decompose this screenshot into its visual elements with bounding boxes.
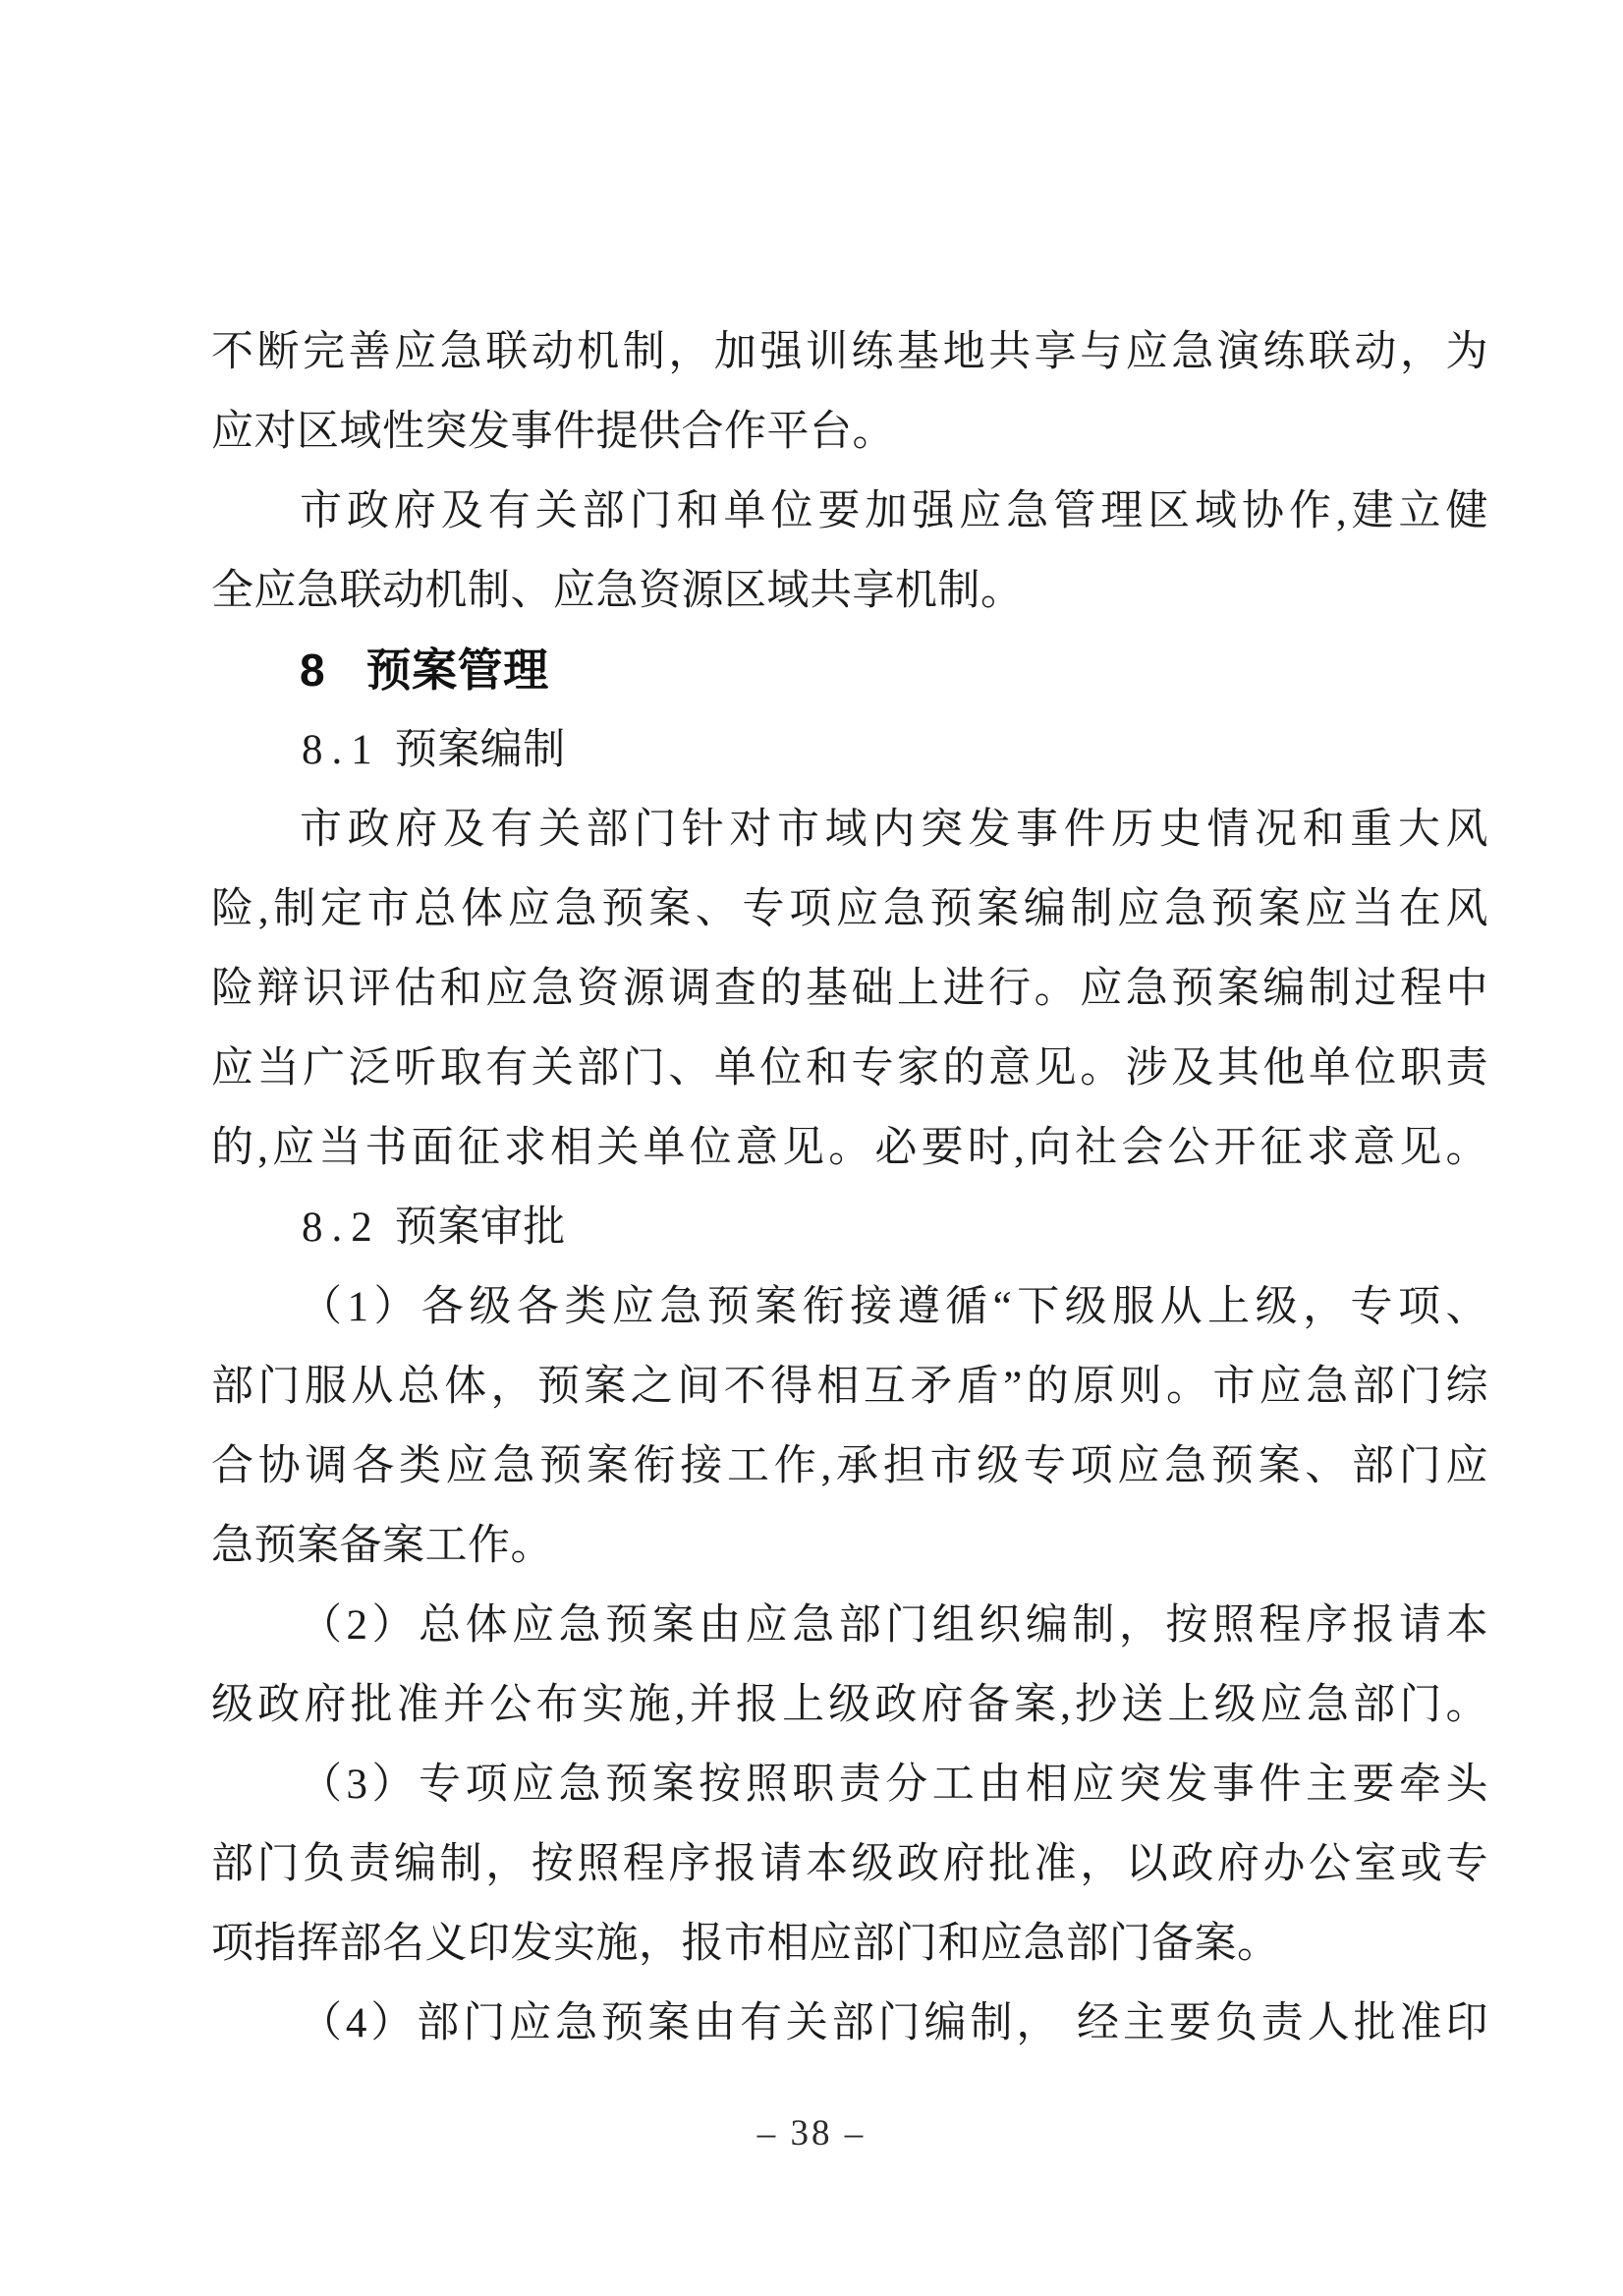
text-line: 险辩识评估和应急资源调查的基础上进行。应急预案编制过程中 xyxy=(211,966,1488,1012)
text-line: 险,制定市总体应急预案、专项应急预案编制应急预案应当在风 xyxy=(211,886,1488,932)
text-line: 合协调各类应急预案衔接工作,承担市级专项应急预案、部门应 xyxy=(211,1443,1488,1489)
text-line: （4）部门应急预案由有关部门编制， 经主要负责人批准印 xyxy=(300,2000,1488,2046)
subsection-number: 8.2 xyxy=(302,1204,381,1251)
text-line: （1）各级各类应急预案衔接遵循“下级服从上级，专项、 xyxy=(300,1284,1488,1330)
section-heading xyxy=(211,631,1488,710)
text-line: 不断完善应急联动机制，加强训练基地共享与应急演练联动，为 xyxy=(211,329,1488,375)
text-line: 应当广泛听取有关部门、单位和专家的意见。涉及其他单位职责 xyxy=(211,1045,1488,1092)
text-line: 应对区域性突发事件提供合作平台。 xyxy=(211,409,895,455)
text-line: （2）总体应急预案由应急部门组织编制，按照程序报请本 xyxy=(300,1602,1488,1649)
subsection-number: 8.1 xyxy=(302,727,381,773)
subsection-title: 预案审批 xyxy=(394,1204,566,1251)
subsection-title: 预案编制 xyxy=(394,727,566,773)
section-title: 预案管理 xyxy=(365,644,549,696)
text-line: 级政府批准并公布实施,并报上级政府备案,抄送上级应急部门。 xyxy=(211,1682,1488,1728)
subsection-heading-8-1 xyxy=(211,710,1488,790)
text-line: 部门负责编制，按照程序报请本级政府批准，以政府办公室或专 xyxy=(211,1841,1488,1887)
text-line: 市政府及有关部门和单位要加强应急管理区域协作,建立健 xyxy=(300,488,1488,534)
text-line: 全应急联动机制、应急资源区域共享机制。 xyxy=(211,568,1024,614)
text-line: 部门服从总体，预案之间不得相互矛盾”的原则。市应急部门综 xyxy=(211,1364,1488,1410)
page-number: – 38 – xyxy=(756,2113,867,2154)
text-line: 的,应当书面征求相关单位意见。必要时,向社会公开征求意见。 xyxy=(211,1125,1488,1171)
text-line: （3）专项应急预案按照职责分工由相应突发事件主要牵头 xyxy=(300,1762,1488,1808)
text-line: 急预案备案工作。 xyxy=(211,1523,553,1569)
text-line: 市政府及有关部门针对市域内突发事件历史情况和重大风 xyxy=(300,807,1488,853)
section-number: 8 xyxy=(300,644,325,696)
subsection-heading-8-2 xyxy=(211,1188,1488,1267)
text-line: 项指挥部名义印发实施，报市相应部门和应急部门备案。 xyxy=(211,1921,1280,1967)
document-text-block xyxy=(211,312,1488,2063)
